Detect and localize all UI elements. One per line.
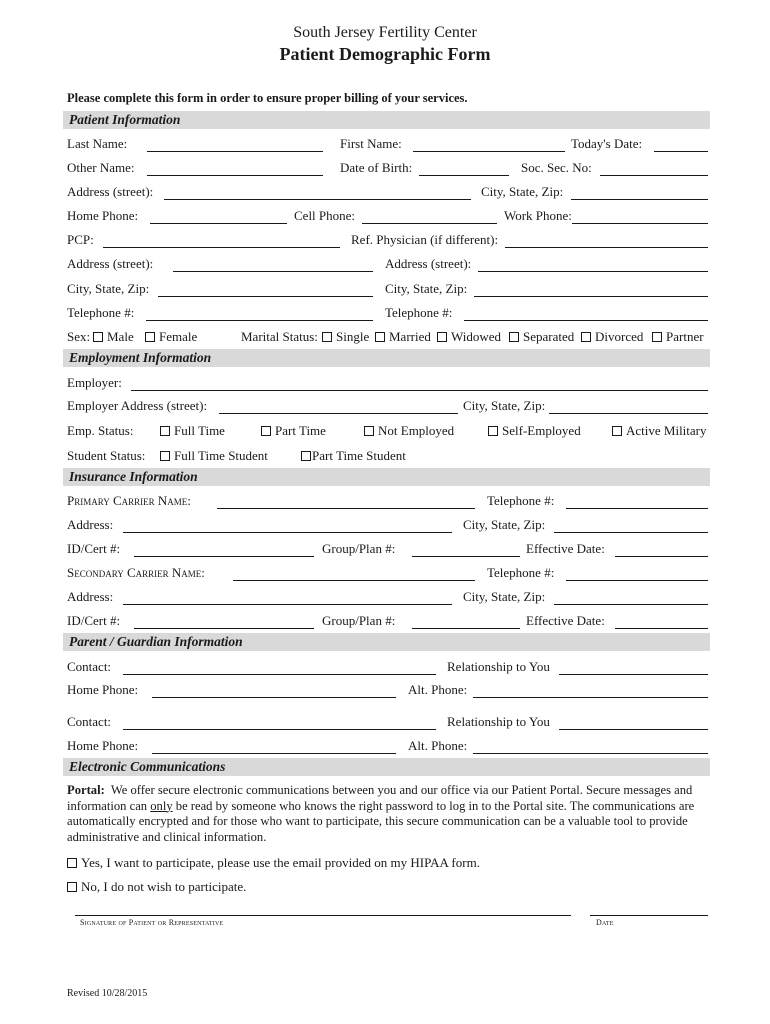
employer-csz-label: City, State, Zip: bbox=[463, 398, 546, 413]
emp-self-employed-option[interactable] bbox=[488, 423, 581, 439]
portal-text-1: We offer secure electronic communications between you and our office via our Patient Portal. Secure messages and information can bbox=[67, 783, 693, 813]
guardian-home-phone-2-field[interactable] bbox=[152, 738, 396, 754]
employer-field[interactable] bbox=[131, 375, 708, 391]
marital-married-option[interactable] bbox=[375, 329, 431, 345]
option-label: Not Employed bbox=[378, 423, 455, 438]
checkbox[interactable] bbox=[652, 332, 662, 342]
ref-physician-field[interactable] bbox=[505, 232, 708, 248]
section-header-patient bbox=[63, 111, 710, 129]
primary-carrier-field[interactable] bbox=[217, 493, 475, 509]
checkbox[interactable] bbox=[612, 426, 622, 436]
other-name-label: Other Name: bbox=[67, 160, 135, 175]
option-label: Partner bbox=[666, 329, 704, 344]
option-label: Part Time Student bbox=[312, 448, 406, 463]
secondary-group-field[interactable] bbox=[412, 613, 520, 629]
date-label: Date bbox=[596, 918, 614, 927]
revised-date: Revised 10/28/2015 bbox=[67, 988, 148, 999]
form-title: Patient Demographic Form bbox=[279, 44, 491, 64]
primary-telephone-label: Telephone #: bbox=[487, 493, 555, 508]
ssn-label: Soc. Sec. No: bbox=[521, 160, 592, 175]
checkbox[interactable] bbox=[581, 332, 591, 342]
work-phone-label: Work Phone: bbox=[504, 208, 572, 223]
contact-2-label: Contact: bbox=[67, 714, 112, 729]
marital-partner-option[interactable] bbox=[652, 329, 704, 345]
secondary-carrier-field[interactable] bbox=[233, 565, 475, 581]
primary-csz-label: City, State, Zip: bbox=[463, 517, 546, 532]
pcp-address-field[interactable] bbox=[173, 256, 373, 272]
pcp-csz-label: City, State, Zip: bbox=[67, 281, 150, 296]
signature-label: Signature of Patient or Representative bbox=[80, 918, 224, 927]
option-label: Married bbox=[389, 329, 431, 344]
checkbox[interactable] bbox=[301, 451, 311, 461]
secondary-effective-label: Effective Date: bbox=[526, 613, 605, 628]
checkbox[interactable] bbox=[93, 332, 103, 342]
checkbox[interactable] bbox=[322, 332, 332, 342]
pcp-address-label: Address (street): bbox=[67, 256, 154, 271]
cell-phone-label: Cell Phone: bbox=[294, 208, 356, 223]
checkbox[interactable] bbox=[67, 882, 77, 892]
date-field[interactable] bbox=[590, 900, 708, 916]
contact-1-field[interactable] bbox=[123, 659, 436, 675]
guardian-alt-phone-2-field[interactable] bbox=[473, 738, 708, 754]
section-title: Employment Information bbox=[69, 350, 212, 365]
contact-2-field[interactable] bbox=[123, 714, 436, 730]
org-name: South Jersey Fertility Center bbox=[293, 24, 477, 41]
primary-telephone-field[interactable] bbox=[566, 493, 708, 509]
option-label: Female bbox=[159, 329, 198, 344]
guardian-alt-phone-2-label: Alt. Phone: bbox=[408, 738, 468, 753]
dob-field[interactable] bbox=[419, 160, 509, 176]
signature-field[interactable] bbox=[75, 900, 571, 916]
guardian-home-phone-1-label: Home Phone: bbox=[67, 682, 139, 697]
guardian-home-phone-2-label: Home Phone: bbox=[67, 738, 139, 753]
pcp-field[interactable] bbox=[103, 232, 340, 248]
home-phone-label: Home Phone: bbox=[67, 208, 139, 223]
guardian-alt-phone-1-label: Alt. Phone: bbox=[408, 682, 468, 697]
pcp-telephone-field[interactable] bbox=[146, 305, 373, 321]
secondary-csz-label: City, State, Zip: bbox=[463, 589, 546, 604]
section-title: Parent / Guardian Information bbox=[69, 634, 243, 649]
checkbox[interactable] bbox=[437, 332, 447, 342]
sex-female-option[interactable] bbox=[145, 329, 197, 345]
section-header-guardian bbox=[63, 633, 710, 651]
home-phone-field[interactable] bbox=[150, 208, 287, 224]
secondary-telephone-label: Telephone #: bbox=[487, 565, 555, 580]
relationship-1-label: Relationship to You bbox=[447, 659, 550, 674]
todays-date-field[interactable] bbox=[654, 136, 708, 152]
last-name-label: Last Name: bbox=[67, 136, 128, 151]
first-name-field[interactable] bbox=[413, 136, 565, 152]
city-state-zip-label: City, State, Zip: bbox=[481, 184, 564, 199]
option-label: Widowed bbox=[451, 329, 502, 344]
employer-csz-field[interactable] bbox=[549, 398, 708, 414]
checkbox[interactable] bbox=[364, 426, 374, 436]
secondary-group-label: Group/Plan #: bbox=[322, 613, 396, 628]
ref-telephone-field[interactable] bbox=[464, 305, 708, 321]
ref-csz-field[interactable] bbox=[474, 281, 708, 297]
emp-part-time-option[interactable] bbox=[261, 423, 326, 439]
relationship-2-label: Relationship to You bbox=[447, 714, 550, 729]
ref-address-label: Address (street): bbox=[385, 256, 472, 271]
ref-physician-label: Ref. Physician (if different): bbox=[351, 232, 499, 247]
primary-effective-label: Effective Date: bbox=[526, 541, 605, 556]
checkbox[interactable] bbox=[160, 426, 170, 436]
secondary-id-field[interactable] bbox=[134, 613, 314, 629]
marital-status-label: Marital Status: bbox=[241, 329, 318, 344]
option-label: Single bbox=[336, 329, 370, 344]
primary-id-field[interactable] bbox=[134, 541, 314, 557]
ref-address-field[interactable] bbox=[478, 256, 708, 272]
marital-single-option[interactable] bbox=[322, 329, 369, 345]
cell-phone-field[interactable] bbox=[362, 208, 497, 224]
checkbox[interactable] bbox=[67, 858, 77, 868]
section-title: Electronic Communications bbox=[69, 759, 226, 774]
secondary-id-label: ID/Cert #: bbox=[67, 613, 121, 628]
section-header-insurance bbox=[63, 468, 710, 486]
checkbox[interactable] bbox=[509, 332, 519, 342]
pcp-label: PCP: bbox=[67, 232, 94, 247]
secondary-effective-field[interactable] bbox=[615, 613, 708, 629]
marital-divorced-option[interactable] bbox=[581, 329, 643, 345]
city-state-zip-field[interactable] bbox=[571, 184, 708, 200]
portal-opt-in-option[interactable] bbox=[67, 855, 480, 871]
option-label: No, I do not wish to participate. bbox=[81, 879, 247, 894]
secondary-address-label: Address: bbox=[67, 589, 114, 604]
option-label: Yes, I want to participate, please use the email provided on my HIPAA form. bbox=[81, 855, 480, 870]
sex-label: Sex: bbox=[67, 329, 91, 344]
student-part-time-option[interactable] bbox=[301, 448, 406, 464]
portal-text-2: be read by someone who knows the right password to log in to the Portal site. The communications are automatically encrypted and for those who want to participate, this secure communication can be a valuable tool to provide administrative and clinical information. bbox=[67, 798, 695, 844]
student-full-time-option[interactable] bbox=[160, 448, 268, 464]
section-title: Patient Information bbox=[69, 112, 181, 127]
portal-opt-out-option[interactable] bbox=[67, 879, 246, 895]
first-name-label: First Name: bbox=[340, 136, 402, 151]
checkbox[interactable] bbox=[375, 332, 385, 342]
primary-address-field[interactable] bbox=[123, 517, 452, 533]
primary-effective-field[interactable] bbox=[615, 541, 708, 557]
option-label: Divorced bbox=[595, 329, 644, 344]
pcp-telephone-label: Telephone #: bbox=[67, 305, 135, 320]
portal-paragraph bbox=[67, 783, 712, 845]
option-label: Self-Employed bbox=[502, 423, 581, 438]
checkbox[interactable] bbox=[160, 451, 170, 461]
address-label: Address (street): bbox=[67, 184, 154, 199]
emp-not-employed-option[interactable] bbox=[364, 423, 454, 439]
relationship-1-field[interactable] bbox=[559, 659, 708, 675]
option-label: Separated bbox=[523, 329, 575, 344]
address-field[interactable] bbox=[164, 184, 471, 200]
other-name-field[interactable] bbox=[147, 160, 323, 176]
ref-csz-label: City, State, Zip: bbox=[385, 281, 468, 296]
employer-address-field[interactable] bbox=[219, 398, 458, 414]
option-label: Full Time bbox=[174, 423, 225, 438]
section-header-electronic bbox=[63, 758, 710, 776]
employer-label: Employer: bbox=[67, 375, 122, 390]
ref-telephone-label: Telephone #: bbox=[385, 305, 453, 320]
guardian-home-phone-1-field[interactable] bbox=[152, 682, 396, 698]
marital-separated-option[interactable] bbox=[509, 329, 574, 345]
secondary-csz-field[interactable] bbox=[554, 589, 708, 605]
contact-1-label: Contact: bbox=[67, 659, 112, 674]
section-header-employment bbox=[63, 349, 710, 367]
portal-only: only bbox=[150, 798, 173, 813]
secondary-telephone-field[interactable] bbox=[566, 565, 708, 581]
primary-csz-field[interactable] bbox=[554, 517, 708, 533]
primary-group-label: Group/Plan #: bbox=[322, 541, 396, 556]
checkbox[interactable] bbox=[488, 426, 498, 436]
primary-id-label: ID/Cert #: bbox=[67, 541, 121, 556]
option-label: Male bbox=[107, 329, 134, 344]
section-title: Insurance Information bbox=[69, 469, 198, 484]
student-status-label: Student Status: bbox=[67, 448, 146, 463]
todays-date-label: Today's Date: bbox=[571, 136, 643, 151]
marital-widowed-option[interactable] bbox=[437, 329, 501, 345]
primary-group-field[interactable] bbox=[412, 541, 520, 557]
relationship-2-field[interactable] bbox=[559, 714, 708, 730]
ssn-field[interactable] bbox=[600, 160, 708, 176]
portal-label: Portal: bbox=[67, 783, 105, 797]
form-instructions: Please complete this form in order to ensure proper billing of your services. bbox=[67, 91, 468, 105]
employer-address-label: Employer Address (street): bbox=[67, 398, 208, 413]
sex-male-option[interactable] bbox=[93, 329, 134, 345]
pcp-csz-field[interactable] bbox=[158, 281, 373, 297]
last-name-field[interactable] bbox=[147, 136, 323, 152]
checkbox[interactable] bbox=[145, 332, 155, 342]
option-label: Active Military bbox=[626, 423, 707, 438]
option-label: Part Time bbox=[275, 423, 326, 438]
secondary-carrier-label: Secondary Carrier Name: bbox=[67, 565, 205, 580]
primary-address-label: Address: bbox=[67, 517, 114, 532]
emp-full-time-option[interactable] bbox=[160, 423, 225, 439]
secondary-address-field[interactable] bbox=[123, 589, 452, 605]
primary-carrier-label: Primary Carrier Name: bbox=[67, 493, 191, 508]
dob-label: Date of Birth: bbox=[340, 160, 413, 175]
guardian-alt-phone-1-field[interactable] bbox=[473, 682, 708, 698]
checkbox[interactable] bbox=[261, 426, 271, 436]
emp-status-label: Emp. Status: bbox=[67, 423, 134, 438]
emp-active-military-option[interactable] bbox=[612, 423, 707, 439]
option-label: Full Time Student bbox=[174, 448, 268, 463]
work-phone-field[interactable] bbox=[572, 208, 708, 224]
